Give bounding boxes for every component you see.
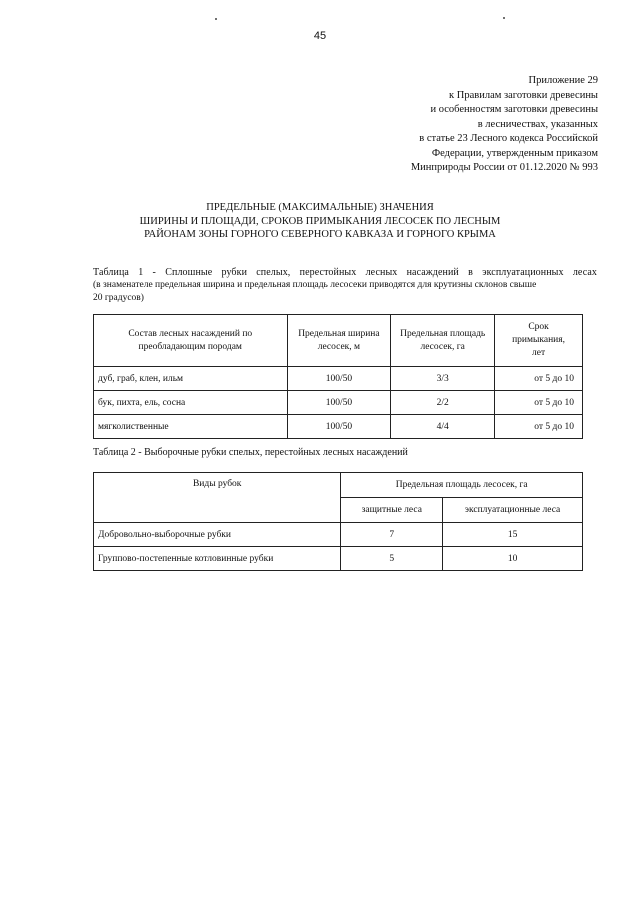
table2-selective-limits [93, 472, 583, 571]
document-title [0, 201, 640, 242]
cell-composition: мягколиственные [94, 415, 288, 439]
table1-caption-line: (в знаменателе предельная ширина и предельная площадь лесосеки приводятся для крутизны склонов свыше [93, 280, 537, 290]
page-number: 45 [313, 30, 327, 42]
table1-caption-line: 20 градусов) [93, 293, 144, 303]
appendix-line: к Правилам заготовки древесины [449, 89, 598, 101]
cell-term: от 5 до 10 [495, 391, 583, 415]
table-row [94, 415, 583, 439]
cell-area: 4/4 [391, 415, 495, 439]
appendix-line: и особенностям заготовки древесины [430, 104, 598, 115]
table-row [94, 391, 583, 415]
header-exploitation: эксплуатационные леса [443, 498, 583, 523]
cell-term: от 5 до 10 [495, 415, 583, 439]
table-row [94, 547, 583, 571]
cell-protective: 5 [341, 547, 443, 571]
appendix-reference [411, 74, 598, 176]
table-row [94, 523, 583, 547]
cell-protective: 7 [341, 523, 443, 547]
header-area: Предельная площадь лесосек, га [341, 473, 583, 498]
title-line: РАЙОНАМ ЗОНЫ ГОРНОГО СЕВЕРНОГО КАВКАЗА И ГОРНОГО КРЫМА [144, 229, 496, 240]
cell-area: 3/3 [391, 367, 495, 391]
appendix-line: в статье 23 Лесного кодекса Российской [419, 133, 598, 144]
cell-width: 100/50 [287, 391, 391, 415]
cell-width: 100/50 [287, 415, 391, 439]
cell-exploitation: 10 [443, 547, 583, 571]
appendix-line: Федерации, утвержденным приказом [431, 147, 598, 159]
cell-area: 2/2 [391, 391, 495, 415]
cell-type: Добровольно-выборочные рубки [94, 523, 341, 547]
table1-caption [93, 266, 597, 305]
cell-composition: бук, пихта, ель, сосна [94, 391, 288, 415]
cell-type: Группово-постепенные котловинные рубки [94, 547, 341, 571]
header-width: Предельная ширина лесосек, м [287, 315, 391, 367]
appendix-line: Приложение 29 [528, 75, 598, 86]
cell-width: 100/50 [287, 367, 391, 391]
title-line: ШИРИНЫ И ПЛОЩАДИ, СРОКОВ ПРИМЫКАНИЯ ЛЕСОСЕК ПО ЛЕСНЫМ [139, 215, 501, 227]
appendix-line: в лесничествах, указанных [477, 118, 598, 130]
table1-clearcut-limits [93, 314, 583, 439]
title-line: ПРЕДЕЛЬНЫЕ (МАКСИМАЛЬНЫЕ) ЗНАЧЕНИЯ [206, 202, 434, 213]
header-types: Виды рубок [94, 473, 341, 523]
header-composition: Состав лесных насаждений по преобладающим породам [94, 315, 288, 367]
scan-mark-left [215, 18, 217, 20]
table1-header-row [94, 315, 583, 367]
table-row [94, 367, 583, 391]
table1-caption-line: Таблица 1 - Сплошные рубки спелых, перестойных лесных насаждений в эксплуатационных лесах [93, 267, 597, 278]
cell-composition: дуб, граб, клен, ильм [94, 367, 288, 391]
table2-caption: Таблица 2 - Выборочные рубки спелых, перестойных лесных насаждений [93, 447, 408, 458]
header-term: Срок примыкания, лет [495, 315, 583, 367]
cell-exploitation: 15 [443, 523, 583, 547]
table2-header-row [94, 473, 583, 498]
appendix-line: Минприроды России от 01.12.2020 № 993 [410, 162, 598, 173]
header-area: Предельная площадь лесосек, га [391, 315, 495, 367]
cell-term: от 5 до 10 [495, 367, 583, 391]
header-protective: защитные леса [341, 498, 443, 523]
scan-mark-right [503, 17, 505, 19]
